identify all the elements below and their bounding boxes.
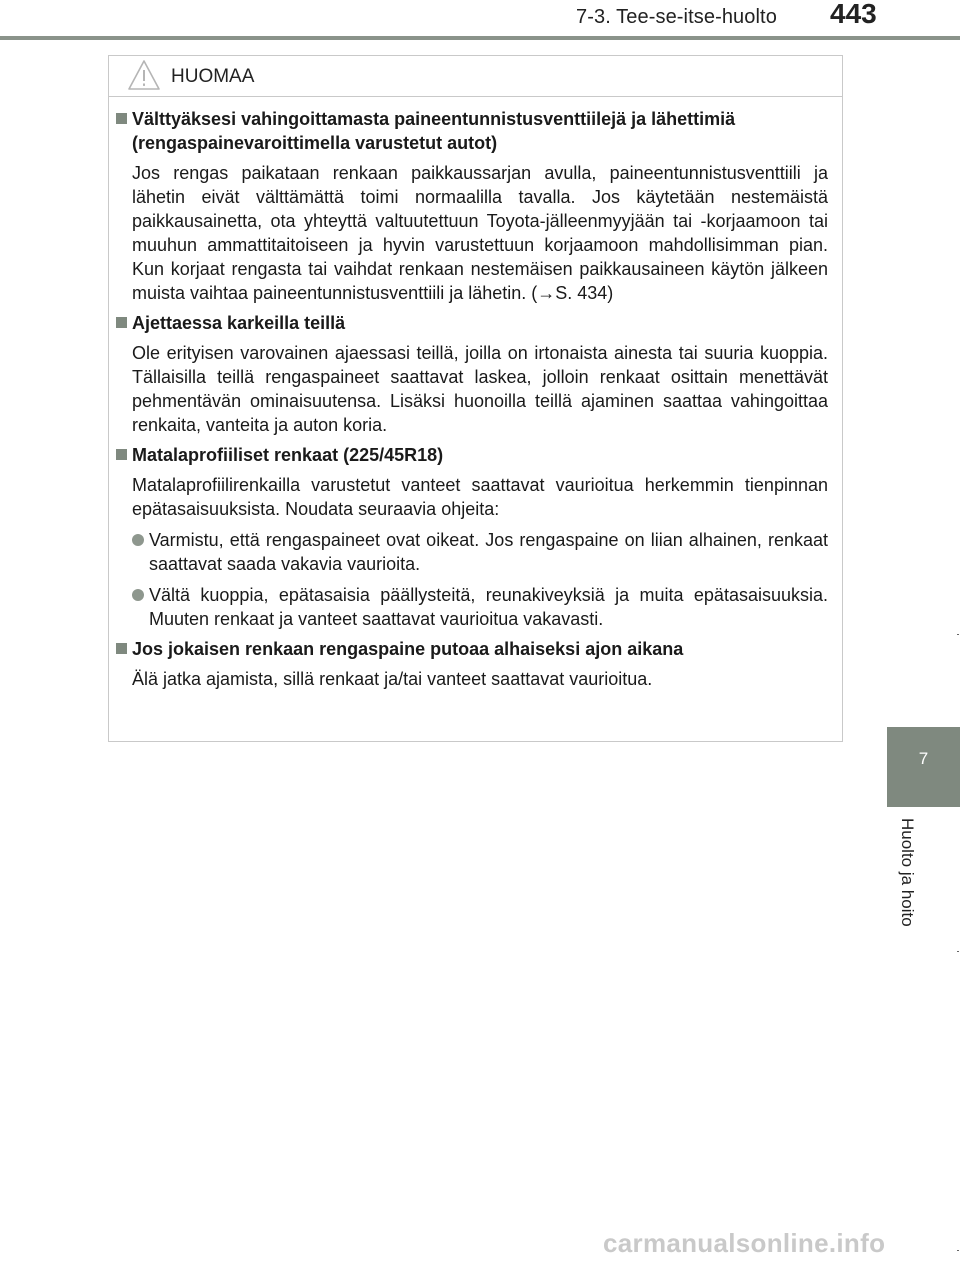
chapter-label: Huolto ja hoito	[898, 818, 917, 927]
section-heading	[115, 311, 828, 335]
section-heading	[115, 637, 828, 661]
edge-mark	[957, 951, 959, 952]
warning-triangle-icon	[127, 59, 161, 91]
list-item-text: Varmistu, että rengaspaineet ovat oikeat. Jos rengaspaine on liian alhainen, renkaat saattavat saada vakavia vaurioita.	[149, 530, 828, 574]
notice-section	[115, 443, 828, 631]
section-paragraph: Matalaprofiilirenkailla varustetut vanteet saattavat vaurioitua herkemmin tienpinnan epätasaisuuksista. Noudata seuraavia ohjeita:	[132, 475, 828, 519]
watermark: carmanualsonline.info	[603, 1228, 886, 1258]
list-item	[132, 528, 828, 576]
section-paragraph: Älä jatka ajamista, sillä renkaat ja/tai vanteet saattavat vaurioitua.	[132, 669, 653, 689]
chapter-tab[interactable]	[887, 727, 960, 807]
list-item	[132, 583, 828, 631]
section-heading	[115, 443, 828, 467]
notice-box	[108, 55, 843, 742]
square-bullet-icon	[116, 643, 127, 654]
header-rule	[0, 36, 960, 40]
notice-section	[115, 107, 828, 305]
dot-bullet-icon	[132, 589, 144, 601]
chapter-number: 7	[918, 749, 929, 768]
section-paragraph: Ole erityisen varovainen ajaessasi teillä, joilla on irtonaista ainesta tai suuria kuoppia. Tällaisilla teillä rengaspaineet saattavat laskea, jolloin renkaat osittain menettävät pehmentävän ominaisuutensa. Lisäksi huonoilla teillä ajaminen saattaa vahingoittaa renkaita, vanteita ja auton koria.	[132, 343, 828, 435]
section-heading-text: Välttyäksesi vahingoittamasta paineentunnistusventtiilejä ja lähettimiä (rengaspainevaroittimella varustetut autot)	[132, 109, 736, 153]
notice-section	[115, 311, 828, 437]
square-bullet-icon	[116, 317, 127, 328]
square-bullet-icon	[116, 449, 127, 460]
page-number: 443	[830, 0, 877, 29]
section-title: 7-3. Tee-se-itse-huolto	[576, 6, 777, 28]
notice-title: HUOMAA	[171, 66, 255, 87]
square-bullet-icon	[116, 113, 127, 124]
notice-header	[109, 56, 842, 97]
edge-mark	[957, 634, 959, 635]
notice-body	[109, 97, 842, 691]
dot-bullet-icon	[132, 534, 144, 546]
section-heading-text: Jos jokaisen renkaan rengaspaine putoaa alhaiseksi ajon aikana	[132, 639, 684, 659]
section-heading-text: Matalaprofiiliset renkaat (225/45R18)	[132, 445, 444, 465]
edge-mark	[957, 1250, 959, 1251]
section-paragraph: Jos rengas paikataan renkaan paikkaussarjan avulla, paineentunnistusventtiili ja lähetin eivät välttämättä toimi normaalilla tavalla. Jos käytetään nestemäistä paikkausainetta, ota yhteyttä valtuutettuun Toyota-jälleenmyyjään tai -korjaamoon tai muuhun ammattitaitoiseen ja hyvin varustettuun korjaamoon mahdollisimman pian. Kun korjaat rengasta tai vaihdat renkaan nestemäisen paikkausaineen käytön jälkeen muista vaihtaa paineentunnistusventtiili ja lähetin. (→S. 434)	[132, 163, 828, 303]
notice-section	[115, 637, 828, 691]
list-item-text: Vältä kuoppia, epätasaisia päällysteitä, reunakiveyksiä ja muita epätasaisuuksia. Muuten renkaat ja vanteet saattavat vaurioitua vakavasti.	[149, 585, 828, 629]
section-heading-text: Ajettaessa karkeilla teillä	[132, 313, 346, 333]
section-heading	[115, 107, 828, 155]
